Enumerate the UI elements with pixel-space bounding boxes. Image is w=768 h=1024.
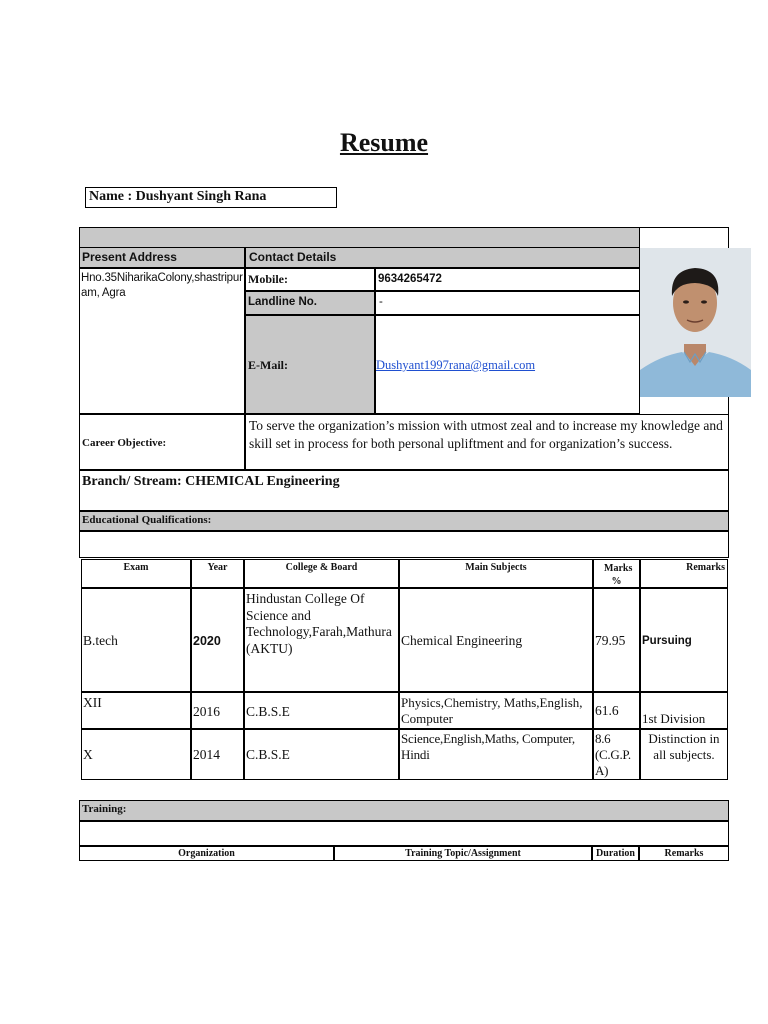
table-cell: 2016 [193, 704, 220, 719]
table-cell: C.B.S.E [246, 704, 290, 719]
edu-row-btech-year [191, 588, 244, 692]
present-address-text: Hno.35NiharikaColony,shastripuram, Agra [81, 272, 243, 299]
edu-row-x-remarks: Distinction in all subjects. [640, 729, 728, 780]
training-header-duration: Duration [592, 846, 639, 861]
training-label: Training: [79, 800, 729, 821]
edu-header-subjects: Main Subjects [399, 559, 593, 588]
present-address-value [79, 268, 245, 414]
table-cell: B.tech [83, 633, 118, 648]
training-spacer [79, 821, 729, 846]
email-link[interactable]: Dushyant1997rana@gmail.com [376, 358, 536, 372]
edu-row-x-college [244, 729, 399, 780]
edu-row-btech-exam [81, 588, 191, 692]
table-cell: 2020 [193, 634, 221, 648]
mobile-value: 9634265472 [375, 268, 640, 291]
edu-row-btech-remarks [640, 588, 728, 692]
page-title: Resume [339, 128, 429, 157]
branch-line [79, 470, 729, 511]
edu-header-year: Year [191, 559, 244, 588]
edu-header-exam: Exam [81, 559, 191, 588]
table-cell: X [83, 747, 93, 762]
edu-row-xii-marks [593, 692, 640, 729]
edu-header-college: College & Board [244, 559, 399, 588]
email-cell [375, 315, 640, 414]
table-cell: C.B.S.E [246, 747, 290, 762]
edu-row-btech-marks [593, 588, 640, 692]
edu-row-xii-year [191, 692, 244, 729]
table-cell: Pursuing [642, 635, 692, 647]
career-objective-label-text: Career Objective: [82, 437, 167, 449]
table-cell: 61.6 [595, 703, 619, 718]
edu-row-x-exam [81, 729, 191, 780]
edu-row-x-subjects: Science,English,Maths, Computer, Hindi [399, 729, 593, 780]
present-address-label: Present Address [79, 247, 245, 268]
education-label: Educational Qualifications: [79, 511, 729, 531]
edu-row-xii-exam [81, 692, 191, 729]
profile-photo [640, 248, 751, 397]
edu-row-btech-college: Hindustan College Of Science and Technology,Farah,Mathura (AKTU) [244, 588, 399, 692]
training-header-topic: Training Topic/Assignment [334, 846, 592, 861]
edu-row-xii-college [244, 692, 399, 729]
contact-details-label: Contact Details [245, 247, 640, 268]
training-header-organization: Organization [79, 846, 334, 861]
table-cell: XII [83, 695, 102, 710]
landline-value: - [375, 291, 640, 315]
edu-header-remarks: Remarks [640, 559, 728, 588]
career-objective-label [79, 414, 245, 470]
education-spacer [79, 531, 729, 558]
table-cell: 1st Division [642, 711, 706, 726]
edu-row-btech-subjects [399, 588, 593, 692]
training-header-remarks: Remarks [639, 846, 729, 861]
edu-row-x-year [191, 729, 244, 780]
mobile-label: Mobile: [245, 268, 375, 291]
table-cell: 79.95 [595, 633, 626, 648]
edu-row-xii-subjects: Physics,Chemistry, Maths,English, Computer [399, 692, 593, 729]
edu-header-marks: Marks % [593, 559, 640, 588]
table-cell: Chemical Engineering [401, 633, 523, 648]
edu-row-x-marks: 8.6 (C.G.P. A) [593, 729, 640, 780]
edu-row-xii-remarks [640, 692, 728, 729]
email-label: E-Mail: [245, 315, 375, 414]
landline-label: Landline No. [245, 291, 375, 315]
branch-line-text: Branch/ Stream: CHEMICAL Engineering [82, 474, 340, 489]
table-cell: 2014 [193, 747, 220, 762]
name-line: Name : Dushyant Singh Rana [85, 187, 337, 208]
profile-photo-image [640, 248, 751, 397]
career-objective-text: To serve the organization’s mission with utmost zeal and to increase my knowledge and skill set in process for both personal upliftment and for organization’s success. [245, 414, 729, 470]
